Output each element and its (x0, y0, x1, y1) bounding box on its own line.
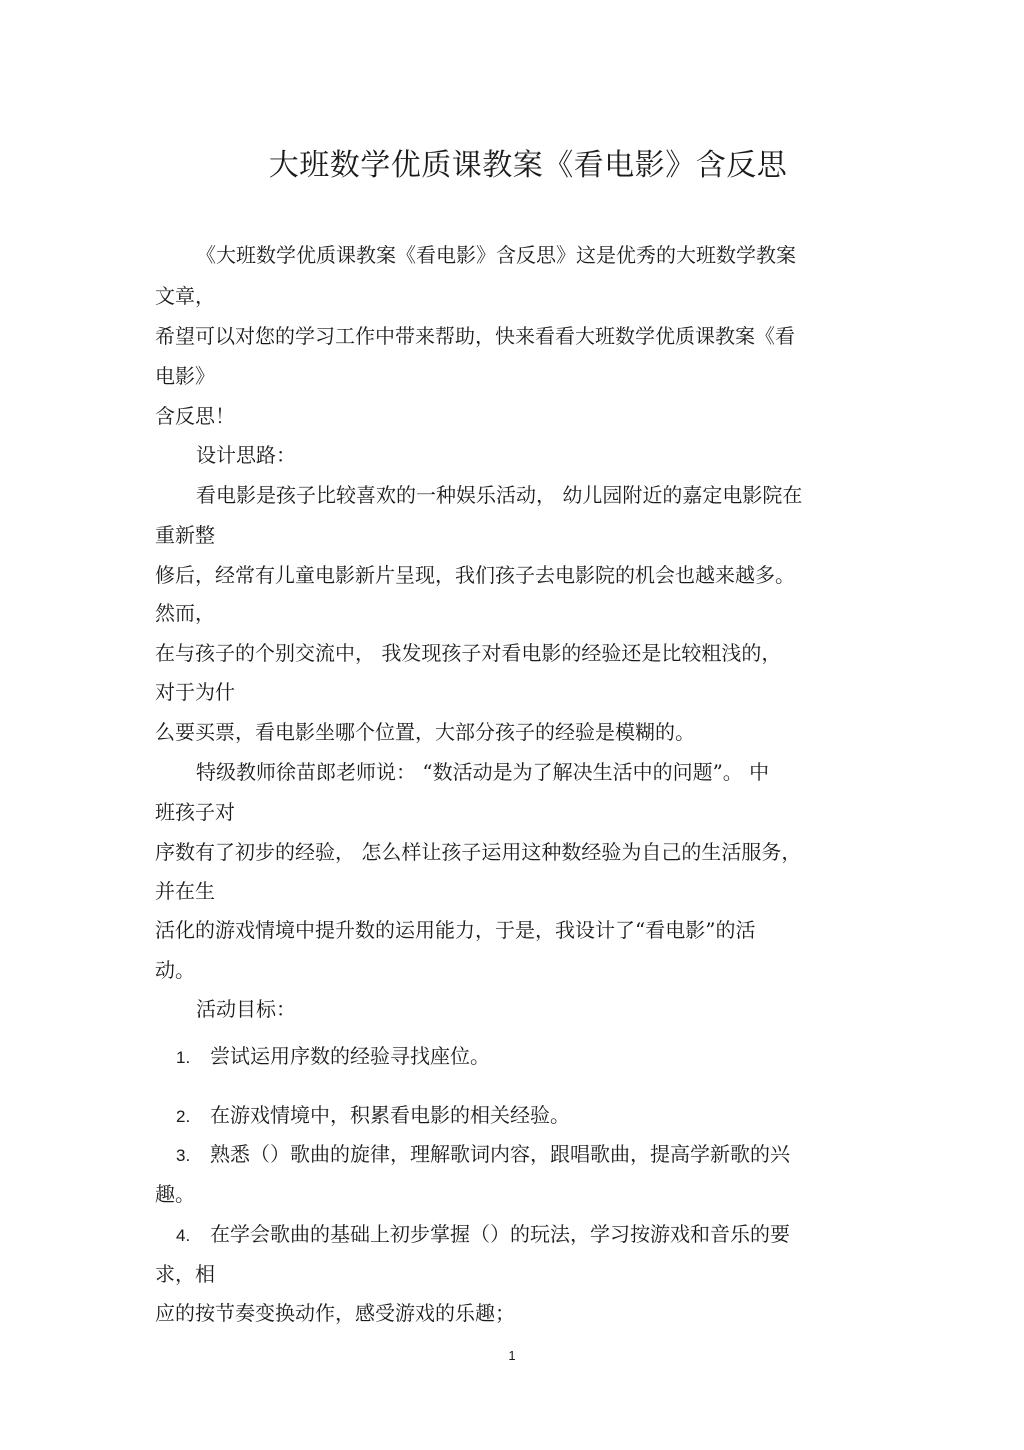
intro-line: 文章， (155, 284, 215, 308)
goal-item (176, 1222, 790, 1248)
paragraph-line: 修后，经常有儿童电影新片呈现，我们孩子去电影院的机会也越来越多。 (155, 563, 795, 587)
paragraph-line: 序数有了初步的经验， 怎么样让孩子运用这种数经验为自己的生活服务， (155, 840, 802, 864)
paragraph-line: 班孩子对 (155, 800, 235, 824)
paragraph-line: 对于为什 (155, 680, 235, 704)
intro-line: 希望可以对您的学习工作中带来帮助，快来看看大班数学优质课教案《看 (155, 324, 795, 348)
goal-text: 尝试运用序数的经验寻找座位。 (210, 1044, 490, 1068)
section-heading-design: 设计思路： (196, 443, 296, 467)
goal-text: 熟悉（）歌曲的旋律，理解歌词内容，跟唱歌曲，提高学新歌的兴 (210, 1142, 790, 1166)
goal-text-continued: 趣。 (155, 1182, 195, 1206)
paragraph-line: 在与孩子的个别交流中， 我发现孩子对看电影的经验还是比较粗浅的， (155, 641, 782, 665)
goal-number: 4. (176, 1226, 191, 1245)
paragraph-line: 看电影是孩子比较喜欢的一种娱乐活动， 幼儿园附近的嘉定电影院在 (196, 483, 803, 507)
intro-line: 电影》 (155, 364, 215, 388)
goal-item (176, 1103, 570, 1129)
paragraph-line: 重新整 (155, 523, 215, 547)
goal-number: 3. (176, 1146, 191, 1165)
goal-text-continued: 应的按节奏变换动作，感受游戏的乐趣； (155, 1301, 515, 1325)
paragraph-line: 并在生 (155, 879, 215, 903)
goal-number: 2. (176, 1107, 191, 1126)
intro-line: 含反思！ (155, 404, 235, 428)
paragraph-line: 特级教师徐苗郎老师说： “数活动是为了解决生活中的问题”。 中 (196, 760, 770, 784)
page-number: 1 (508, 1348, 516, 1363)
paragraph-line: 然而， (155, 601, 215, 625)
intro-line: 《大班数学优质课教案《看电影》含反思》这是优秀的大班数学教案 (196, 243, 796, 267)
goal-item (176, 1044, 490, 1070)
section-heading-goals: 活动目标： (196, 997, 296, 1021)
goal-text: 在学会歌曲的基础上初步掌握（）的玩法，学习按游戏和音乐的要 (210, 1222, 790, 1246)
goal-item (176, 1142, 790, 1168)
document-title: 大班数学优质课教案《看电影》含反思 (268, 148, 788, 183)
goal-number: 1. (176, 1048, 191, 1067)
goal-text-continued: 求，相 (155, 1262, 215, 1286)
goal-text: 在游戏情境中，积累看电影的相关经验。 (210, 1103, 570, 1127)
paragraph-line: 动。 (155, 958, 195, 982)
paragraph-line: 么要买票，看电影坐哪个位置，大部分孩子的经验是模糊的。 (155, 720, 695, 744)
paragraph-line: 活化的游戏情境中提升数的运用能力，于是，我设计了“看电影”的活 (155, 918, 756, 942)
